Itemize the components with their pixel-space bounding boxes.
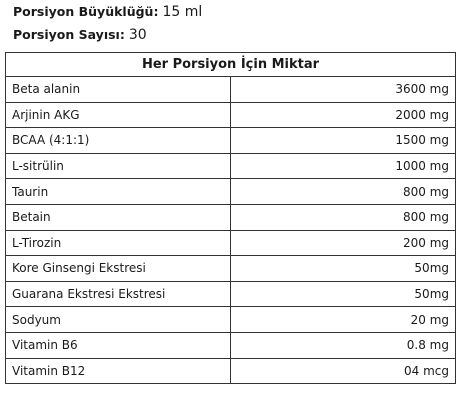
ingredient-amount: 2000 mg bbox=[231, 102, 456, 128]
ingredient-amount: 200 mg bbox=[231, 230, 456, 256]
ingredient-amount: 3600 mg bbox=[231, 77, 456, 103]
table-row bbox=[6, 281, 456, 307]
table-row bbox=[6, 230, 456, 256]
table-row bbox=[6, 179, 456, 205]
table-row bbox=[6, 204, 456, 230]
serving-size-label: Porsiyon Büyüklüğü: bbox=[13, 4, 159, 19]
ingredient-name: L-sitrülin bbox=[6, 153, 231, 179]
table-row bbox=[6, 153, 456, 179]
table-row bbox=[6, 358, 456, 384]
table-header: Her Porsiyon İçin Miktar bbox=[6, 53, 456, 77]
serving-count-value: 30 bbox=[128, 27, 147, 43]
ingredient-amount: 50mg bbox=[231, 281, 456, 307]
ingredient-amount: 1000 mg bbox=[231, 153, 456, 179]
table-header-row bbox=[6, 53, 456, 77]
ingredient-name: BCAA (4:1:1) bbox=[6, 128, 231, 154]
ingredient-name: Taurin bbox=[6, 179, 231, 205]
table-row bbox=[6, 332, 456, 358]
ingredient-amount: 20 mg bbox=[231, 307, 456, 333]
serving-count-line bbox=[13, 27, 147, 43]
serving-count-label: Porsiyon Sayısı: bbox=[13, 27, 125, 42]
ingredient-name: Betain bbox=[6, 204, 231, 230]
ingredient-amount: 1500 mg bbox=[231, 128, 456, 154]
ingredient-name: Sodyum bbox=[6, 307, 231, 333]
ingredient-amount: 04 mcg bbox=[231, 358, 456, 384]
table-row bbox=[6, 128, 456, 154]
ingredient-amount: 800 mg bbox=[231, 179, 456, 205]
nutrition-facts-table bbox=[5, 52, 456, 384]
ingredient-name: Arjinin AKG bbox=[6, 102, 231, 128]
ingredient-name: Kore Ginsengi Ekstresi bbox=[6, 256, 231, 282]
ingredient-name: Vitamin B12 bbox=[6, 358, 231, 384]
serving-size-line bbox=[13, 4, 202, 20]
ingredient-amount: 800 mg bbox=[231, 204, 456, 230]
table-row bbox=[6, 102, 456, 128]
ingredient-amount: 50mg bbox=[231, 256, 456, 282]
ingredient-name: L-Tirozin bbox=[6, 230, 231, 256]
ingredient-amount: 0.8 mg bbox=[231, 332, 456, 358]
ingredient-name: Vitamin B6 bbox=[6, 332, 231, 358]
serving-size-value: 15 ml bbox=[162, 4, 203, 20]
table-body bbox=[6, 77, 456, 384]
table-row bbox=[6, 307, 456, 333]
table-row bbox=[6, 77, 456, 103]
table-row bbox=[6, 256, 456, 282]
ingredient-name: Guarana Ekstresi Ekstresi bbox=[6, 281, 231, 307]
ingredient-name: Beta alanin bbox=[6, 77, 231, 103]
